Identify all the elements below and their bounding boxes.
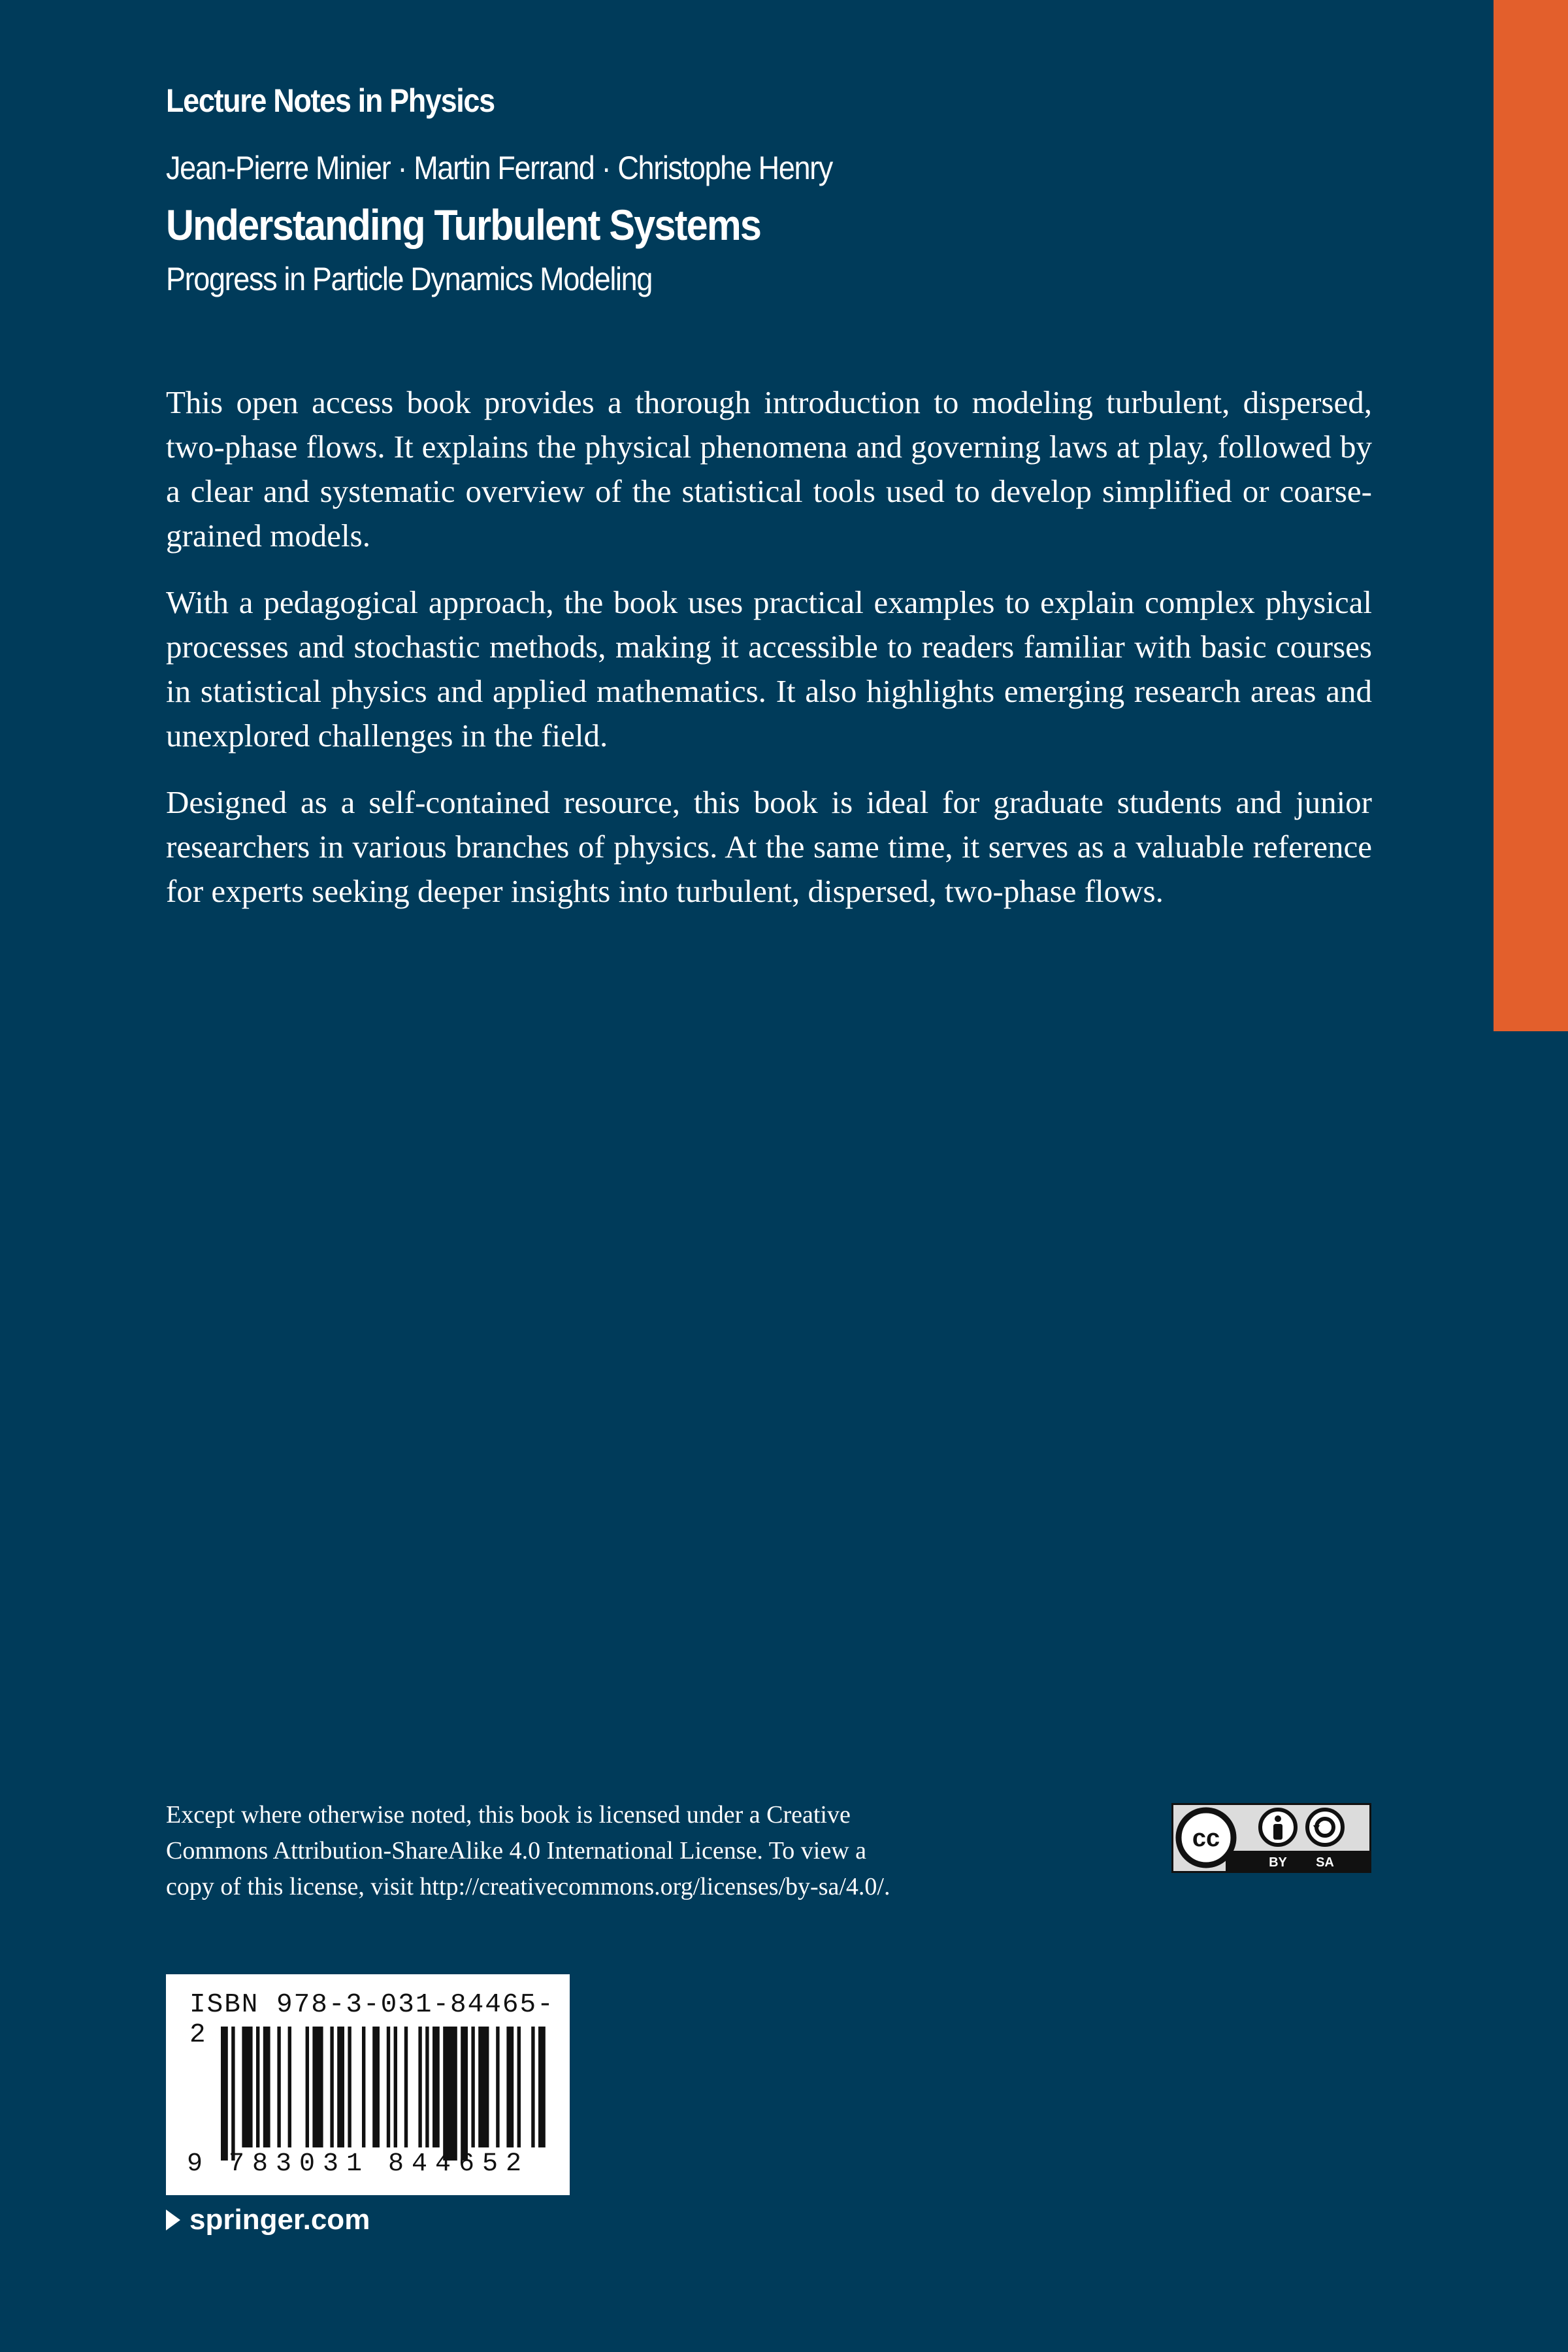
barcode-bar [306,2027,309,2147]
barcode-bar [330,2027,333,2147]
publisher-url: springer.com [189,2204,370,2236]
barcode-bar [312,2027,323,2147]
blurb-paragraph: This open access book provides a thorough introduction to modeling turbulent, dispersed, two-phase flows. It explains the physical phenomena and governing laws at play, followed by a clear and systematic overview of the statistical tools used to develop simplified or coarse-grained models. [166,384,1372,554]
barcode-bar [277,2027,280,2147]
cc-icon [1179,1810,1233,1865]
blurb-paragraph: With a pedagogical approach, the book uses practical examples to explain complex physical processes and stochastic methods, making it accessible to readers familiar with basic courses in statistical physics and applied mathematics. It also highlights emerging research areas and unexplored challenges in the field. [166,584,1372,754]
by-person-icon [1260,1810,1296,1845]
barcode-bar [531,2027,534,2147]
book-title: Understanding Turbulent Systems [166,201,761,249]
barcode-bar [242,2027,252,2147]
arrow-right-icon [166,2210,180,2230]
isbn-label: ISBN 978-3-031-84465-2 [189,1990,555,2050]
license-line: Commons Attribution-ShareAlike 4.0 International License. To view a [166,1837,867,1864]
barcode-bar [404,2027,408,2147]
authors: Jean-Pierre Minier · Martin Ferrand · Christophe Henry [166,150,832,186]
barcode-bar [461,2027,468,2161]
blurb-paragraph: Designed as a self-contained resource, this book is ideal for graduate students and junior researchers in various branches of physics. At the same time, it serves as a valuable reference for experts seeking deeper insights into turbulent, dispersed, two-phase flows. [166,784,1372,909]
barcode-bar [231,2027,235,2161]
barcode-bar [394,2027,397,2147]
series-name: Lecture Notes in Physics [166,82,495,119]
orange-spine-stripe [1494,0,1568,1031]
book-subtitle: Progress in Particle Dynamics Modeling [166,261,653,297]
license-line: copy of this license, visit http://creativecommons.org/licenses/by-sa/4.0/. [166,1873,890,1900]
barcode-bar [418,2027,421,2147]
barcode-bar [538,2027,546,2147]
barcode-digit-first: 9 [187,2149,203,2179]
barcode-digits-left: 783031 [229,2149,370,2179]
by-label: BY [1269,1855,1287,1870]
barcode-bar [425,2027,429,2147]
cc-by-sa-badge [1171,1803,1371,1873]
barcode-bar [478,2027,489,2147]
barcode-digits-right: 844652 [388,2149,530,2179]
barcode-bar [517,2027,521,2147]
barcode-bar [221,2027,228,2161]
barcode-bar [496,2027,499,2147]
barcode-bar [387,2027,390,2147]
barcode-bar [433,2027,440,2147]
barcode-bar [362,2027,365,2147]
cc-icon-label: cc [1192,1825,1220,1852]
publisher-link[interactable] [166,2204,370,2236]
barcode-bar [372,2027,380,2147]
barcode-bar [288,2027,291,2147]
license-notice [166,1797,1081,1905]
barcode-bar [263,2027,270,2147]
barcode-bar [471,2027,474,2147]
barcode-bar [256,2027,259,2147]
barcode-bar [348,2027,351,2147]
license-line: Except where otherwise noted, this book is licensed under a Creative [166,1801,851,1829]
barcode-bar [337,2027,344,2147]
isbn-barcode-box [166,1974,570,2195]
sa-label: SA [1316,1855,1334,1870]
barcode-bar [506,2027,514,2147]
barcode-bar [443,2027,457,2161]
sa-share-alike-icon [1307,1810,1343,1845]
blurb [166,380,1372,936]
